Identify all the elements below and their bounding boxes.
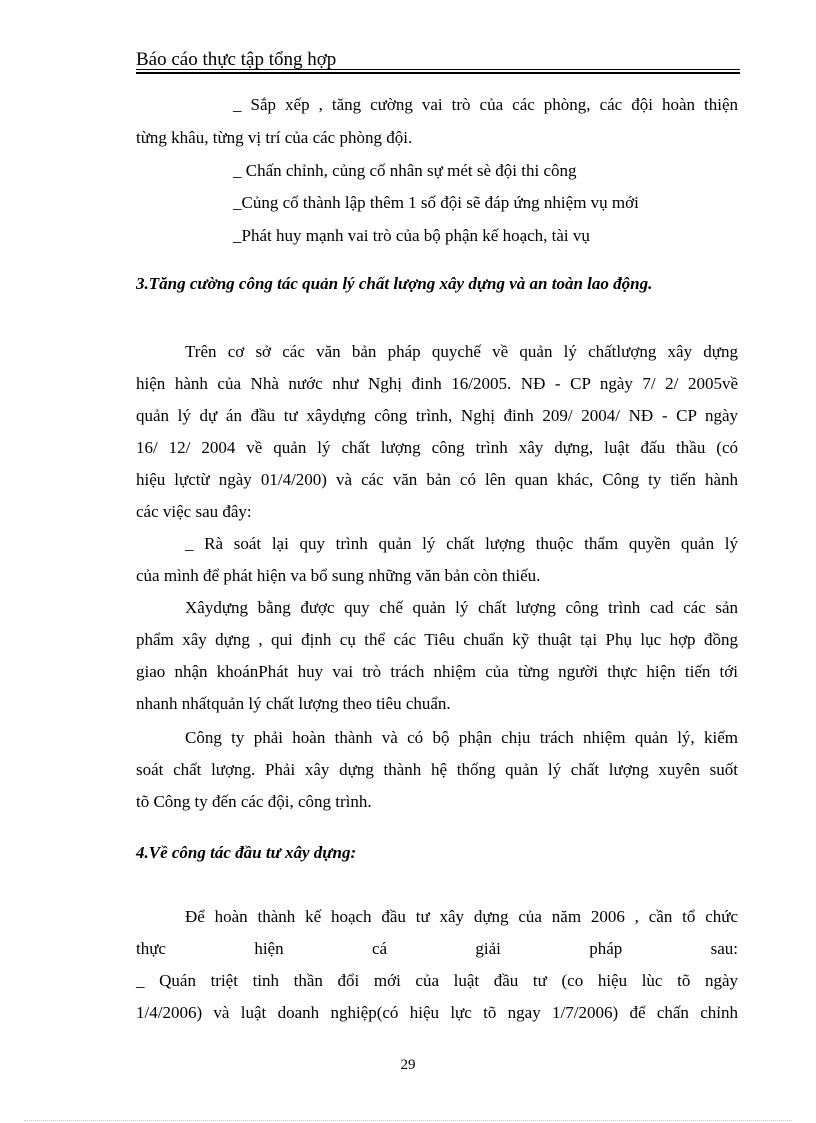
page-header: [136, 47, 740, 73]
paragraph-line: soát chất lượng. Phải xây dựng thành hệ thống quản lý chất lượng xuyên suốt: [136, 760, 738, 779]
section-heading: 4.Về công tác đầu tư xây dựng:: [136, 843, 357, 862]
paragraph-line: 1/4/2006) và luật doanh nghiệp(có hiệu lực tõ ngay 1/7/2006) để chấn chỉnh: [136, 1003, 738, 1022]
paragraph-line: quản lý dự án đầu tư xâydựng công trình, Nghị đinh 209/ 2004/ NĐ - CP ngày: [136, 406, 738, 425]
section-heading: 3.Tăng cường công tác quản lý chất lượng xây dựng và an toàn lao động.: [136, 274, 653, 293]
header-rule-thick: [136, 72, 740, 74]
paragraph-line: thực hiện cá giải pháp sau:: [136, 939, 738, 958]
paragraph-line: Để hoàn thành kế hoạch đầu tư xây dựng của năm 2006 , cần tổ chức: [185, 907, 738, 926]
header-rule: [136, 69, 740, 70]
paragraph-line: tõ Công ty đến các đội, công trình.: [136, 792, 372, 811]
paragraph-line: giao nhận khoánPhát huy vai trò trách nhiệm của từng người thực hiện tiến tới: [136, 662, 738, 681]
paragraph-line: hiệu lựctừ ngày 01/4/200) và các văn bản có lên quan khác, Công ty tiến hành: [136, 470, 738, 489]
text-line: _ Sắp xếp , tăng cường vai trò của các phòng, các đội hoàn thiện: [233, 95, 738, 114]
paragraph-line: hiện hành của Nhà nước như Nghị đinh 16/2005. NĐ - CP ngày 7/ 2/ 2005về: [136, 374, 738, 393]
header-title: Báo cáo thực tập tổng hợp: [136, 49, 337, 70]
paragraph-line: Xâydựng bằng được quy chế quản lý chất lượng công trình cad các sản: [185, 598, 738, 617]
text-line: _Củng cố thành lập thêm 1 số đội sẽ đáp ứng nhiệm vụ mới: [233, 193, 639, 212]
paragraph-line: của mình để phát hiện va bổ sung những văn bản còn thiếu.: [136, 566, 541, 585]
text-line: _Phát huy mạnh vai trò của bộ phận kế hoạch, tài vụ: [233, 226, 590, 245]
paragraph-line: các việc sau đây:: [136, 502, 252, 521]
paragraph-line: Trên cơ sở các văn bản pháp quychế về quản lý chấtlượng xây dựng: [185, 342, 738, 361]
text-line: _ Chấn chỉnh, củng cố nhân sự mét sè đội thi công: [233, 161, 577, 180]
paragraph-line: _ Rà soát lại quy trình quản lý chất lượng thuộc thẩm quyền quản lý: [185, 534, 738, 553]
paragraph-line: 16/ 12/ 2004 về quản lý chất lượng công trình xây dựng, luật đấu thầu (có: [136, 438, 738, 457]
paragraph-line: nhanh nhấtquản lý chất lượng theo tiêu chuẩn.: [136, 694, 451, 713]
paragraph-line: Công ty phải hoàn thành và có bộ phận chịu trách nhiệm quản lý, kiểm: [185, 728, 738, 747]
paragraph-line: _ Quán triệt tinh thần đổi mới của luật đầu tư (co hiệu lùc tõ ngày: [136, 971, 738, 990]
page-bottom-rule: [24, 1120, 792, 1121]
paragraph-line: phẩm xây dựng , qui định cụ thể các Tiêu chuẩn kỹ thuật tại Phụ lục hợp đồng: [136, 630, 738, 649]
text-line: từng khâu, từng vị trí của các phòng đội.: [136, 128, 413, 147]
page-number: 29: [400, 1057, 416, 1073]
